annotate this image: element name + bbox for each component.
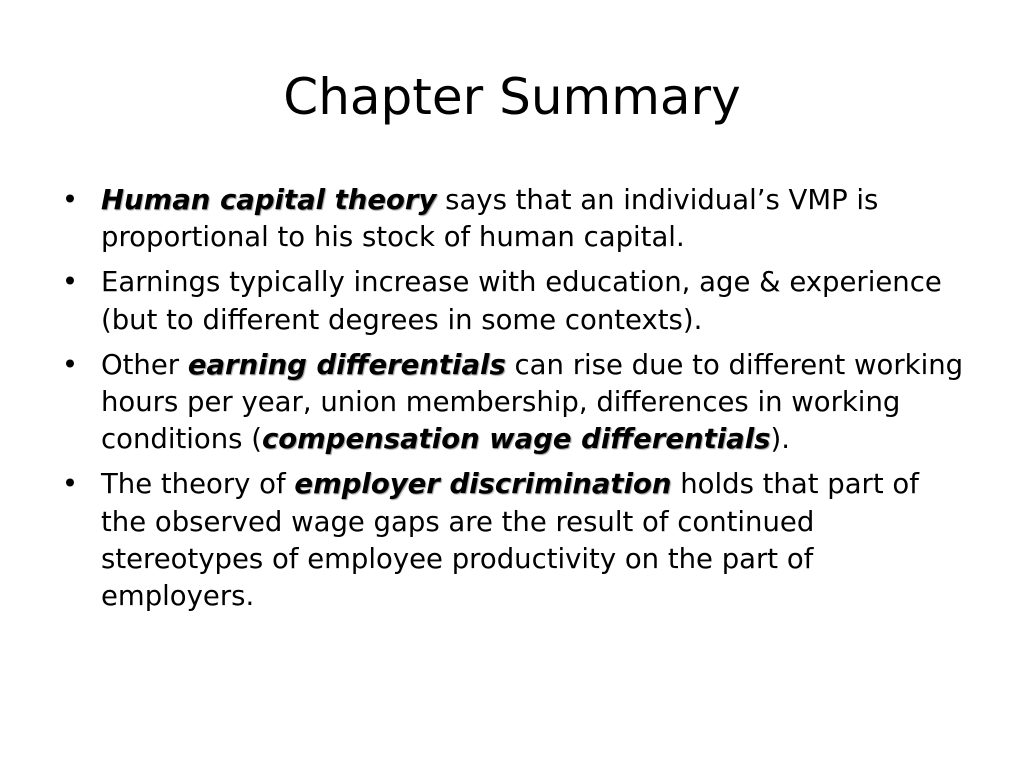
bullet-text: Earnings typically increase with education, age & experience (but to different degrees in some contexts). [101,266,942,336]
bullet-item-human-capital [60,182,970,256]
bullet-text: The theory of [101,468,295,501]
term-human-capital-theory: Human capital theory [101,184,437,216]
bullet-list [60,182,970,623]
term-employer-discrimination: employer discrimination [294,468,672,501]
bullet-dot-icon: • [61,468,79,501]
bullet-dot-icon: • [61,184,79,216]
bullet-text: holds that part of the observed wage gaps are the result of continued stereotypes of employee productivity on the part of employers. [101,468,919,613]
term-earning-differentials: earning differentials [187,348,506,381]
bullet-item-earning-differentials [60,347,970,459]
bullet-text: ). [770,423,790,456]
slide-title: Chapter Summary [283,68,741,126]
bullet-text: Other [101,348,188,381]
bullet-dot-icon: • [61,348,79,381]
term-compensation-wage-differentials: compensation wage differentials [261,423,771,456]
bullet-text: can rise due to different working hours per year, union membership, differences in working conditions ( [101,348,964,456]
bullet-dot-icon: • [61,266,79,299]
bullet-item-earnings [60,264,970,338]
bullet-text: says that an individual’s VMP is proportional to his stock of human capital. [101,184,879,254]
bullet-item-employer-discrimination [60,466,970,615]
